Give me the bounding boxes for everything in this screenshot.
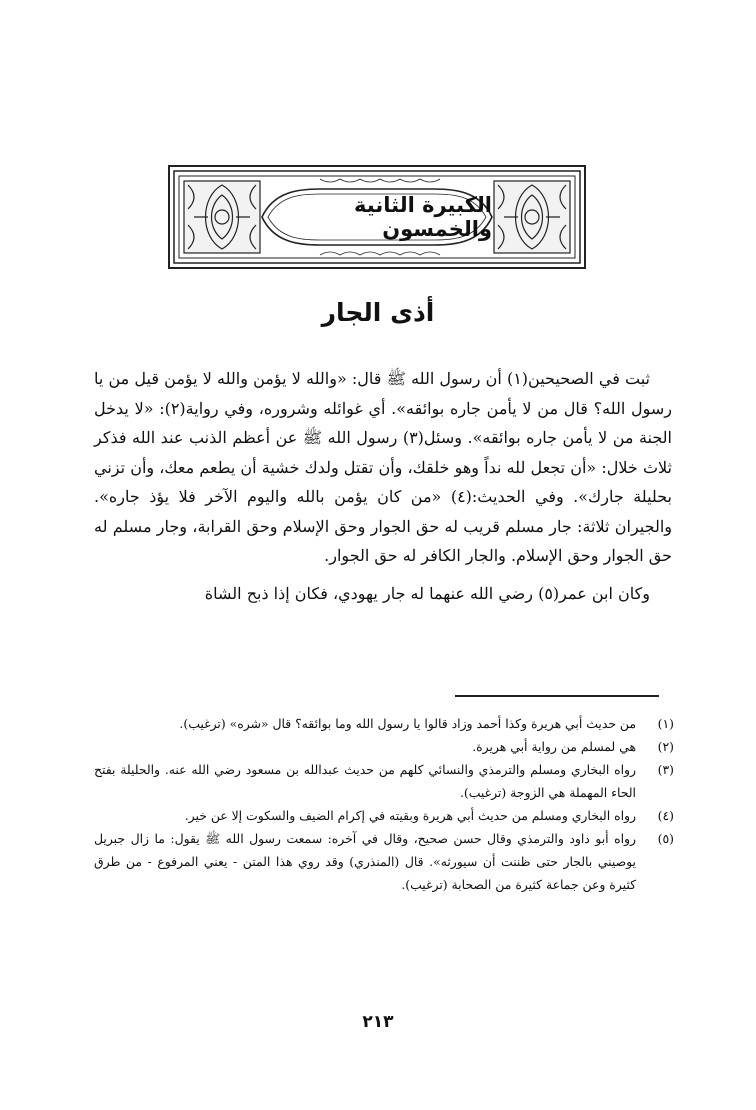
footnote-text: هي لمسلم من رواية أبي هريرة.: [472, 739, 636, 754]
page-number: ٢١٣: [362, 1012, 394, 1032]
footnotes: [94, 712, 674, 896]
footnote-divider: [455, 695, 659, 697]
footnote-number: (٤): [657, 808, 674, 823]
footnote-number: (٢): [657, 739, 674, 754]
footnote: [94, 712, 674, 735]
footnote-text: رواه البخاري ومسلم من حديث أبي هريرة وبقيته في إكرام الضيف والسكوت إلا عن خير.: [184, 808, 636, 823]
paragraph: وكان ابن عمر(٥) رضي الله عنهما له جار يهودي، فكان إذا ذبح الشاة: [204, 583, 650, 603]
chapter-banner: [168, 165, 586, 269]
footnote: [94, 735, 674, 758]
footnote-text: رواه أبو داود والترمذي وقال حسن صحيح، وقال في آخره: سمعت رسول الله ﷺ يقول: ما زال جبريل يوصيني بالجار حتى ظننت أن سيورثه». قال (المنذري) وقد روي هذا المتن - يعني المرفوع - من طرق كثيرة وعن جماعة كثيرة من الصحابة (ترغيب).: [94, 831, 636, 892]
footnote-number: (٣): [657, 762, 674, 777]
footnote-text: رواه البخاري ومسلم والترمذي والنسائي كلهم من حديث عبدالله بن مسعود رضي الله عنه. والحليلة بفتح الحاء المهملة هي الزوجة (ترغيب).: [94, 762, 636, 800]
footnote-number: (٥): [657, 831, 674, 846]
main-text: [94, 364, 672, 608]
section-title: أذى الجار: [321, 298, 435, 327]
footnote: [94, 804, 674, 827]
footnote-number: (١): [657, 716, 674, 731]
paragraph: ثبت في الصحيحين(١) أن رسول الله ﷺ قال: «والله لا يؤمن والله لا يؤمن قيل من يا رسول الله؟ قال من لا يأمن جاره بوائقه». أي غوائله وشروره، وفي رواية(٢): «لا يدخل الجنة من لا يأمن جاره بوائقه». وسئل(٣) رسول الله ﷺ عن أعظم الذنب عند الله فذكر ثلاث خلال: «أن تجعل لله نداً وهو خلقك، وأن تقتل ولدك خشية أن يطعم معك، وأن تزني بحليلة جارك». وفي الحديث:(٤) «من كان يؤمن بالله واليوم الآخر فلا يؤذ جاره». والجيران ثلاثة: جار مسلم قريب له حق الجوار وحق الإسلام وحق القرابة، وجار مسلم له حق الجوار وحق الإسلام. والجار الكافر له حق الجوار.: [94, 369, 672, 565]
chapter-title: الكبيرة الثانية والخمسون: [354, 193, 492, 241]
footnote: [94, 758, 674, 804]
footnote: [94, 827, 674, 896]
footnote-text: من حديث أبي هريرة وكذا أحمد وزاد قالوا يا رسول الله وما بوائقه؟ قال «شره» (ترغيب).: [179, 716, 636, 731]
